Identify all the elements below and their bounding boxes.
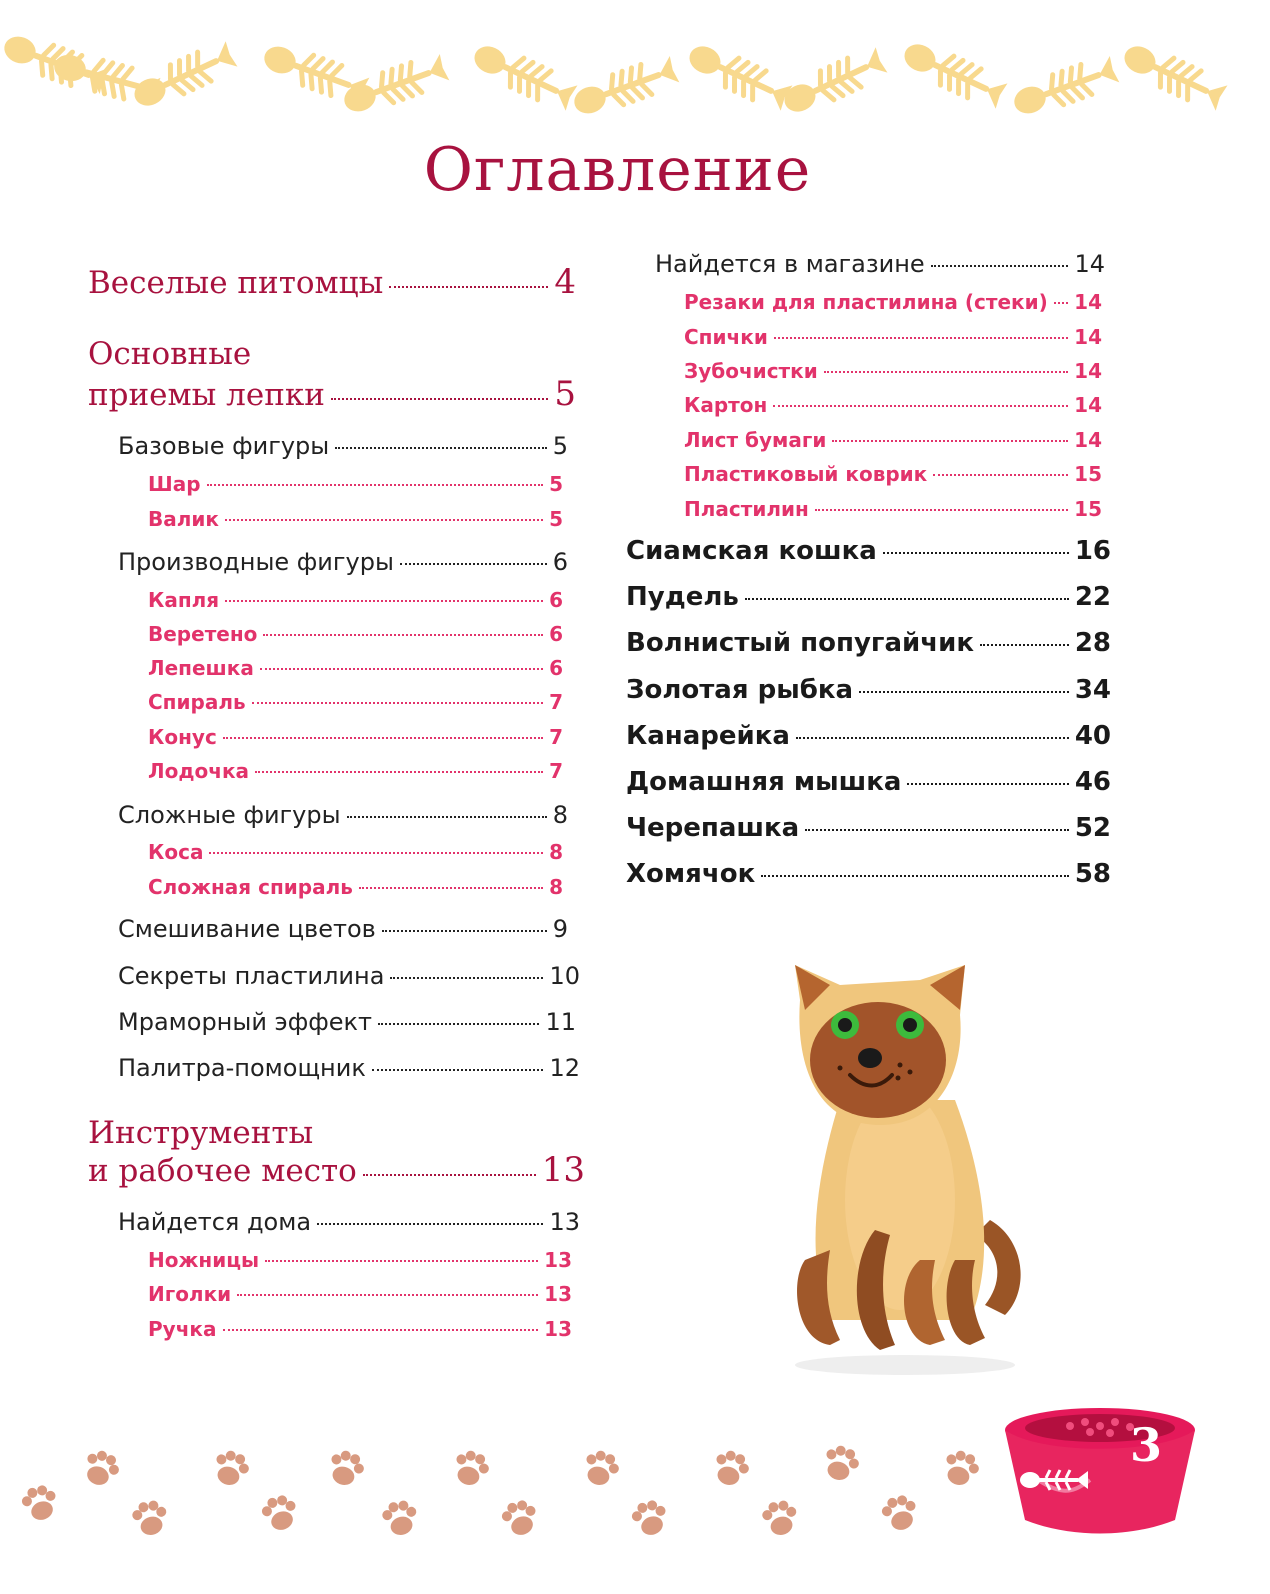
- toc-page: 15: [1074, 462, 1102, 486]
- toc-page: 6: [549, 588, 563, 612]
- toc-page: 5: [549, 507, 563, 531]
- leader-dots: [389, 286, 548, 288]
- leader-dots: [907, 783, 1068, 785]
- toc-label: Спички: [684, 325, 768, 349]
- toc-label: Хомячок: [626, 859, 756, 889]
- toc-label: Производные фигуры: [118, 548, 394, 576]
- toc-page: 12: [549, 1054, 580, 1082]
- toc-page: 8: [552, 801, 568, 829]
- toc-item[interactable]: [148, 472, 563, 496]
- page-number: 3: [1130, 1418, 1163, 1472]
- leader-dots: [933, 474, 1068, 476]
- toc-label: Сложные фигуры: [118, 801, 341, 829]
- toc-page: 13: [544, 1282, 572, 1306]
- toc-chapter[interactable]: [626, 721, 1111, 751]
- toc-section-page: 4: [554, 262, 576, 302]
- leader-dots: [331, 398, 548, 400]
- leader-dots: [1054, 302, 1068, 304]
- toc-page: 10: [549, 962, 580, 990]
- toc-page: 14: [1074, 428, 1102, 452]
- toc-page: 7: [549, 690, 563, 714]
- toc-label: Сиамская кошка: [626, 536, 877, 566]
- leader-dots: [390, 977, 543, 979]
- toc-page: 14: [1074, 250, 1105, 278]
- toc-label: Секреты пластилина: [118, 962, 385, 990]
- toc-item[interactable]: [684, 290, 1102, 314]
- toc-label: Найдется в магазине: [655, 250, 925, 278]
- toc-page: 13: [544, 1317, 572, 1341]
- leader-dots: [265, 1260, 538, 1262]
- toc-page: 7: [549, 725, 563, 749]
- toc-label: Пластилин: [684, 497, 809, 521]
- toc-label: Лодочка: [148, 759, 250, 783]
- toc-page: 22: [1074, 582, 1111, 612]
- toc-section-label: и рабочее место: [88, 1153, 357, 1189]
- toc-item[interactable]: [148, 507, 563, 531]
- leader-dots: [980, 644, 1069, 646]
- toc-label: Лепешка: [148, 656, 254, 680]
- toc-label: Ножницы: [148, 1248, 260, 1272]
- toc-label: Смешивание цветов: [118, 915, 376, 943]
- toc-section-label: Веселые питомцы: [88, 265, 384, 301]
- leader-dots: [832, 440, 1068, 442]
- toc-item[interactable]: [148, 840, 563, 864]
- toc-page: 6: [549, 622, 563, 646]
- toc-page: 16: [1074, 536, 1111, 566]
- leader-dots: [859, 691, 1069, 693]
- plasticine-cat-illustration: [770, 960, 1040, 1380]
- pet-bowl-icon: [990, 1400, 1210, 1540]
- toc-subsection[interactable]: [118, 801, 568, 829]
- leader-dots: [255, 771, 543, 773]
- toc-chapter[interactable]: [626, 675, 1111, 705]
- toc-section-label: Основные: [88, 336, 252, 372]
- toc-label: Коса: [148, 840, 204, 864]
- toc-label: Зубочистки: [684, 359, 818, 383]
- toc-subsection[interactable]: [118, 1054, 580, 1082]
- toc-page: 6: [549, 656, 563, 680]
- toc-label: Капля: [148, 588, 220, 612]
- toc-label: Шар: [148, 472, 201, 496]
- toc-chapter[interactable]: [626, 813, 1111, 843]
- toc-label: Валик: [148, 507, 219, 531]
- leader-dots: [931, 265, 1069, 267]
- toc-page: 8: [549, 875, 563, 899]
- toc-label: Резаки для пластилина (стеки): [684, 290, 1048, 314]
- leader-dots: [223, 1329, 539, 1331]
- toc-label: Базовые фигуры: [118, 432, 330, 460]
- toc-item[interactable]: [148, 622, 563, 646]
- leader-dots: [252, 702, 543, 704]
- leader-dots: [761, 875, 1069, 877]
- toc-item[interactable]: [148, 1317, 572, 1341]
- toc-page: 46: [1074, 767, 1111, 797]
- toc-label: Веретено: [148, 622, 258, 646]
- leader-dots: [335, 447, 547, 449]
- toc-item[interactable]: [148, 1282, 572, 1306]
- fishbone-border: [0, 20, 1270, 130]
- toc-page: 14: [1074, 393, 1102, 417]
- toc-item[interactable]: [684, 359, 1102, 383]
- toc-page: 8: [549, 840, 563, 864]
- toc-section-label: Инструменты: [88, 1115, 314, 1151]
- toc-label: Иголки: [148, 1282, 232, 1306]
- toc-section[interactable]: [88, 1150, 585, 1190]
- toc-label: Спираль: [148, 690, 246, 714]
- toc-subsection[interactable]: [118, 548, 568, 576]
- toc-label: Пластиковый коврик: [684, 462, 928, 486]
- leader-dots: [363, 1174, 536, 1176]
- toc-page: 40: [1074, 721, 1111, 751]
- toc-page: 11: [545, 1008, 576, 1036]
- toc-label: Домашняя мышка: [626, 767, 902, 797]
- toc-page: 5: [549, 472, 563, 496]
- toc-item[interactable]: [148, 690, 563, 714]
- leader-dots: [382, 930, 547, 932]
- leader-dots: [745, 598, 1069, 600]
- page-title: Оглавление: [423, 135, 812, 205]
- toc-page: 9: [552, 915, 568, 943]
- toc-item[interactable]: [148, 725, 563, 749]
- toc-chapter[interactable]: [626, 628, 1111, 658]
- leader-dots: [796, 737, 1069, 739]
- toc-subsection[interactable]: [118, 1008, 576, 1036]
- leader-dots: [317, 1223, 543, 1225]
- leader-dots: [263, 634, 543, 636]
- toc-label: Ручка: [148, 1317, 217, 1341]
- leader-dots: [883, 552, 1069, 554]
- leader-dots: [359, 887, 543, 889]
- leader-dots: [773, 405, 1068, 407]
- toc-subsection[interactable]: [118, 1208, 580, 1236]
- toc-label: Мраморный эффект: [118, 1008, 372, 1036]
- toc-label: Пудель: [626, 582, 739, 612]
- leader-dots: [225, 519, 543, 521]
- toc-label: Картон: [684, 393, 768, 417]
- toc-chapter[interactable]: [626, 582, 1111, 612]
- toc-item[interactable]: [148, 656, 563, 680]
- toc-subsection[interactable]: [655, 250, 1105, 278]
- toc-section[interactable]: [88, 374, 576, 414]
- toc-section-page: 5: [554, 374, 576, 414]
- leader-dots: [805, 829, 1069, 831]
- toc-label: Канарейка: [626, 721, 790, 751]
- leader-dots: [774, 337, 1068, 339]
- toc-chapter[interactable]: [626, 536, 1111, 566]
- toc-page: 15: [1074, 497, 1102, 521]
- toc-page: 14: [1074, 359, 1102, 383]
- leader-dots: [223, 737, 543, 739]
- toc-item[interactable]: [148, 588, 563, 612]
- toc-label: Волнистый попугайчик: [626, 628, 974, 658]
- toc-item[interactable]: [148, 759, 563, 783]
- toc-page: 52: [1074, 813, 1111, 843]
- toc-page: 34: [1074, 675, 1111, 705]
- toc-page: 28: [1074, 628, 1111, 658]
- leader-dots: [260, 668, 543, 670]
- toc-page: 14: [1074, 325, 1102, 349]
- toc-section-label: приемы лепки: [88, 377, 325, 413]
- toc-label: Сложная спираль: [148, 875, 353, 899]
- toc-item[interactable]: [148, 1248, 572, 1272]
- toc-label: Золотая рыбка: [626, 675, 854, 705]
- leader-dots: [378, 1023, 539, 1025]
- toc-subsection[interactable]: [118, 962, 580, 990]
- toc-label: Конус: [148, 725, 217, 749]
- toc-subsection[interactable]: [118, 432, 568, 460]
- toc-page: 58: [1074, 859, 1111, 889]
- toc-label: Найдется дома: [118, 1208, 312, 1236]
- leader-dots: [824, 371, 1068, 373]
- toc-item[interactable]: [684, 325, 1102, 349]
- leader-dots: [815, 509, 1068, 511]
- leader-dots: [225, 600, 543, 602]
- leader-dots: [400, 563, 547, 565]
- toc-subsection[interactable]: [118, 915, 568, 943]
- leader-dots: [237, 1294, 538, 1296]
- toc-label: Лист бумаги: [684, 428, 827, 452]
- toc-section[interactable]: [88, 262, 576, 302]
- toc-page: 7: [549, 759, 563, 783]
- toc-chapter[interactable]: [626, 767, 1111, 797]
- leader-dots: [207, 484, 544, 486]
- toc-section-page: 13: [541, 1150, 585, 1190]
- toc-page: 13: [544, 1248, 572, 1272]
- toc-page: 13: [549, 1208, 580, 1236]
- leader-dots: [372, 1069, 544, 1071]
- toc-item[interactable]: [684, 393, 1102, 417]
- leader-dots: [347, 816, 547, 818]
- toc-item[interactable]: [684, 428, 1102, 452]
- toc-item[interactable]: [684, 497, 1102, 521]
- toc-page: 6: [552, 548, 568, 576]
- toc-chapter[interactable]: [626, 859, 1111, 889]
- toc-page: 14: [1074, 290, 1102, 314]
- toc-page: 5: [552, 432, 568, 460]
- leader-dots: [209, 852, 543, 854]
- toc-label: Черепашка: [626, 813, 800, 843]
- toc-item[interactable]: [684, 462, 1102, 486]
- toc-label: Палитра-помощник: [118, 1054, 366, 1082]
- toc-item[interactable]: [148, 875, 563, 899]
